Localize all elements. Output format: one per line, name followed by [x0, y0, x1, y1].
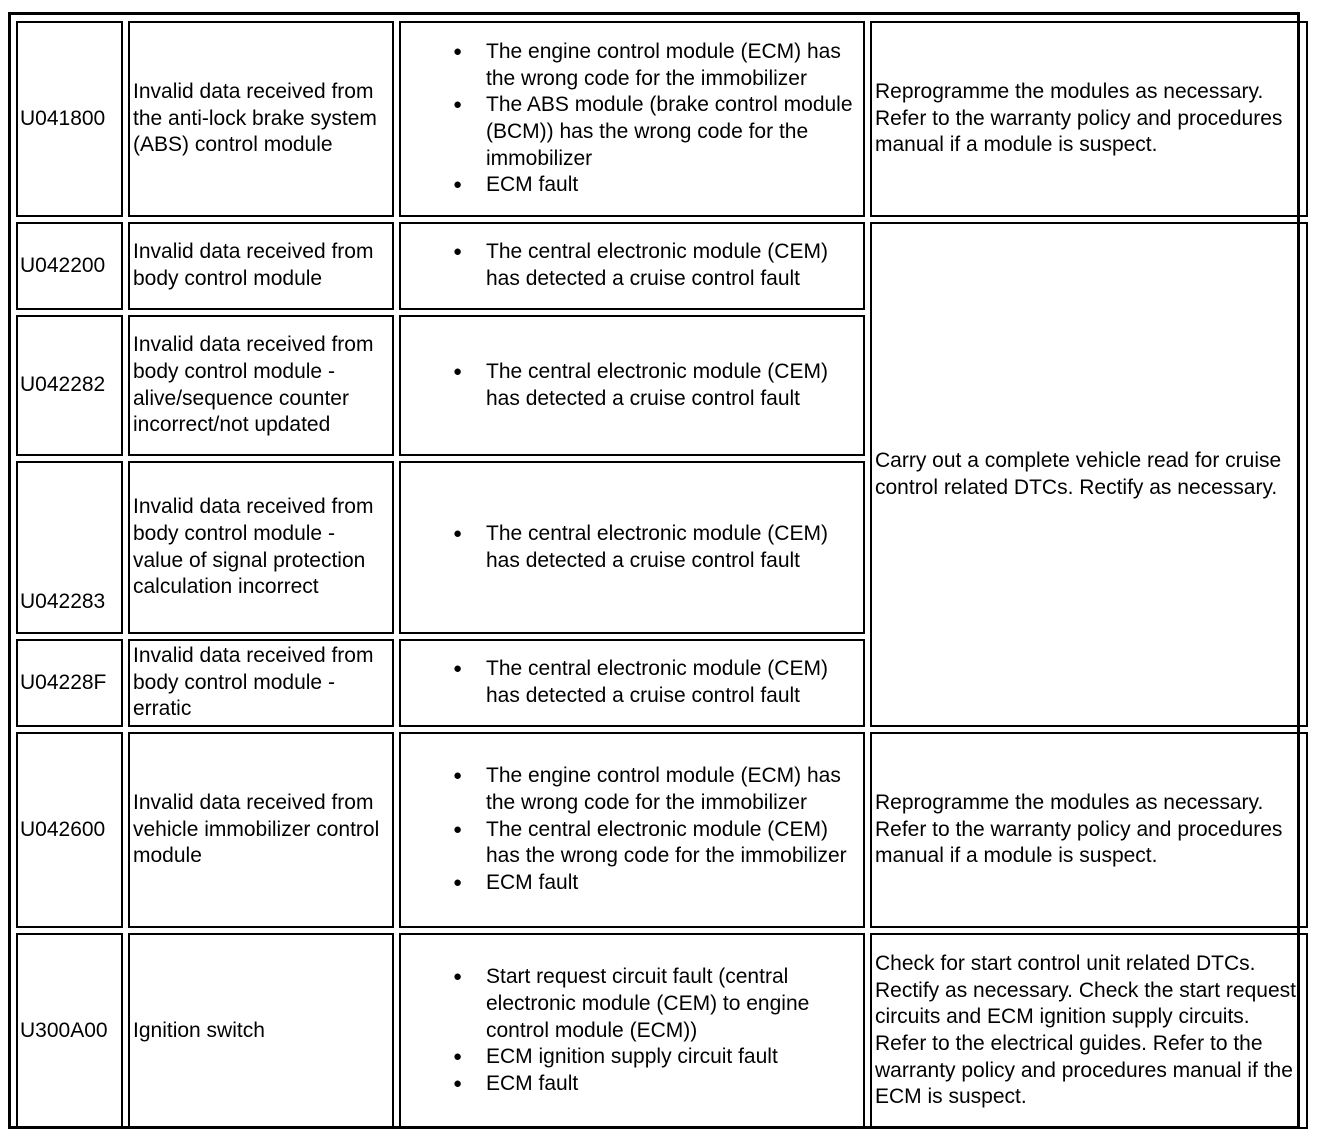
cause-item: ● The engine control module (ECM) has the wrong code for the immobilizer: [486, 39, 860, 92]
dtc-description: Invalid data received from vehicle immobilizer control module: [128, 732, 394, 928]
dtc-code: U042200: [16, 222, 123, 310]
dtc-table: [11, 16, 1313, 1134]
possible-causes: [399, 461, 865, 634]
cause-item: ● The central electronic module (CEM) has detected a cruise control fault: [486, 656, 860, 709]
dtc-code: U042600: [16, 732, 123, 928]
cause-item: ● The central electronic module (CEM) has detected a cruise control fault: [486, 239, 860, 292]
dtc-code: U042282: [16, 315, 123, 456]
cause-item: ● ECM fault: [486, 172, 860, 199]
possible-causes: [399, 315, 865, 456]
cause-item: ● The central electronic module (CEM) has detected a cruise control fault: [486, 359, 860, 412]
dtc-description: Invalid data received from body control module - erratic: [128, 639, 394, 727]
dtc-code: U04228F: [16, 639, 123, 727]
dtc-code: U300A00: [16, 933, 123, 1129]
cause-item: ● Start request circuit fault (central electronic module (CEM) to engine control module (ECM)): [486, 964, 860, 1044]
table-row: [16, 222, 1308, 310]
possible-causes: [399, 732, 865, 928]
cause-item: ● The engine control module (ECM) has the wrong code for the immobilizer: [486, 763, 860, 816]
cause-item: ● The central electronic module (CEM) has the wrong code for the immobilizer: [486, 817, 860, 870]
possible-causes: [399, 933, 865, 1129]
table-row: [16, 21, 1308, 217]
cause-item: ● ECM fault: [486, 870, 860, 897]
table-row: [16, 732, 1308, 928]
cause-item: ● ECM fault: [486, 1071, 860, 1098]
dtc-description: Ignition switch: [128, 933, 394, 1129]
cause-item: ● ECM ignition supply circuit fault: [486, 1044, 860, 1071]
possible-causes: [399, 21, 865, 217]
table-row: [16, 933, 1308, 1129]
dtc-description: Invalid data received from body control module - alive/sequence counter incorrect/not updated: [128, 315, 394, 456]
dtc-description: Invalid data received from the anti-lock brake system (ABS) control module: [128, 21, 394, 217]
action: Carry out a complete vehicle read for cruise control related DTCs. Rectify as necessary.: [870, 222, 1308, 727]
dtc-code: U042283: [16, 461, 123, 634]
possible-causes: [399, 639, 865, 727]
dtc-code: U041800: [16, 21, 123, 217]
dtc-description: Invalid data received from body control module - value of signal protection calculation incorrect: [128, 461, 394, 634]
cause-item: ● The ABS module (brake control module (BCM)) has the wrong code for the immobilizer: [486, 92, 860, 172]
possible-causes: [399, 222, 865, 310]
action: Reprogramme the modules as necessary. Refer to the warranty policy and procedures manual if a module is suspect.: [870, 21, 1308, 217]
action: Reprogramme the modules as necessary. Refer to the warranty policy and procedures manual if a module is suspect.: [870, 732, 1308, 928]
cause-item: ● The central electronic module (CEM) has detected a cruise control fault: [486, 521, 860, 574]
action: Check for start control unit related DTCs. Rectify as necessary. Check the start request circuits and ECM ignition supply circuits. Refer to the electrical guides. Refer to the warranty policy and procedures manual if the ECM is suspect.: [870, 933, 1308, 1129]
dtc-description: Invalid data received from body control module: [128, 222, 394, 310]
